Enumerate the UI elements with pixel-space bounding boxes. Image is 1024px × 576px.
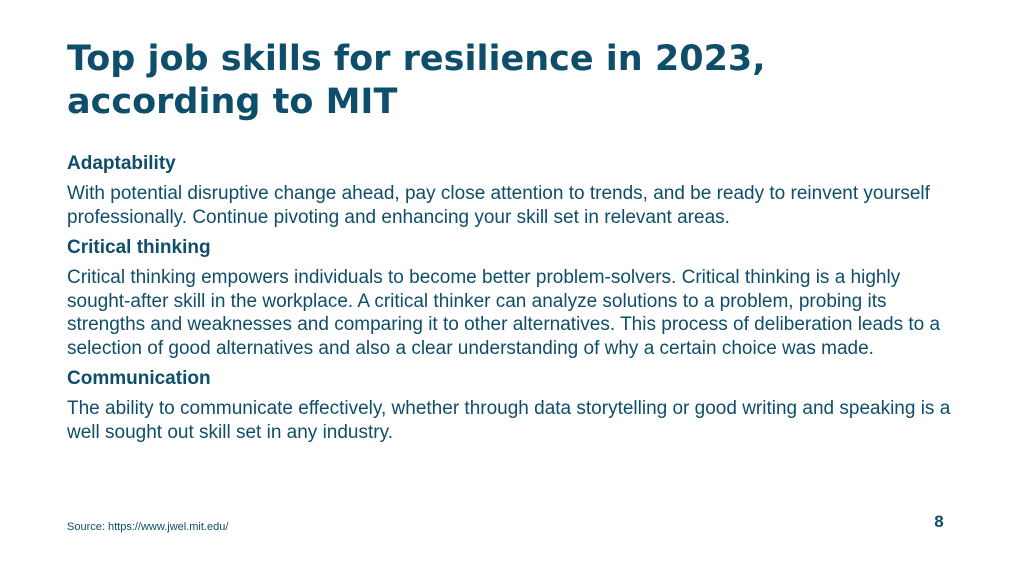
section-heading: Communication	[67, 368, 211, 389]
section-heading: Adaptability	[67, 153, 176, 174]
section-heading: Critical thinking	[67, 237, 211, 258]
section-adaptability	[67, 152, 967, 229]
slide-body	[67, 152, 967, 451]
section-text: With potential disruptive change ahead, pay close attention to trends, and be ready to reinvent yourself professionally. Continue pivoting and enhancing your skill set in relevant areas.	[67, 183, 930, 228]
slide-title: Top job skills for resilience in 2023, according to MIT	[67, 39, 766, 122]
section-text: Critical thinking empowers individuals to become better problem-solvers. Critical thinking is a highly sought-after skill in the workplace. A critical thinker can analyze solutions to a problem, probing its strengths and weaknesses and comparing it to other alternatives. This process of deliberation leads to a selection of good alternatives and also a clear understanding of why a certain choice was made.	[67, 267, 941, 359]
section-communication	[67, 367, 967, 444]
source-citation: Source: https://www.jwel.mit.edu/	[67, 521, 229, 533]
section-critical-thinking	[67, 236, 967, 360]
page-number: 8	[934, 512, 944, 531]
section-text: The ability to communicate effectively, whether through data storytelling or good writing and speaking is a well sought out skill set in any industry.	[67, 398, 951, 443]
